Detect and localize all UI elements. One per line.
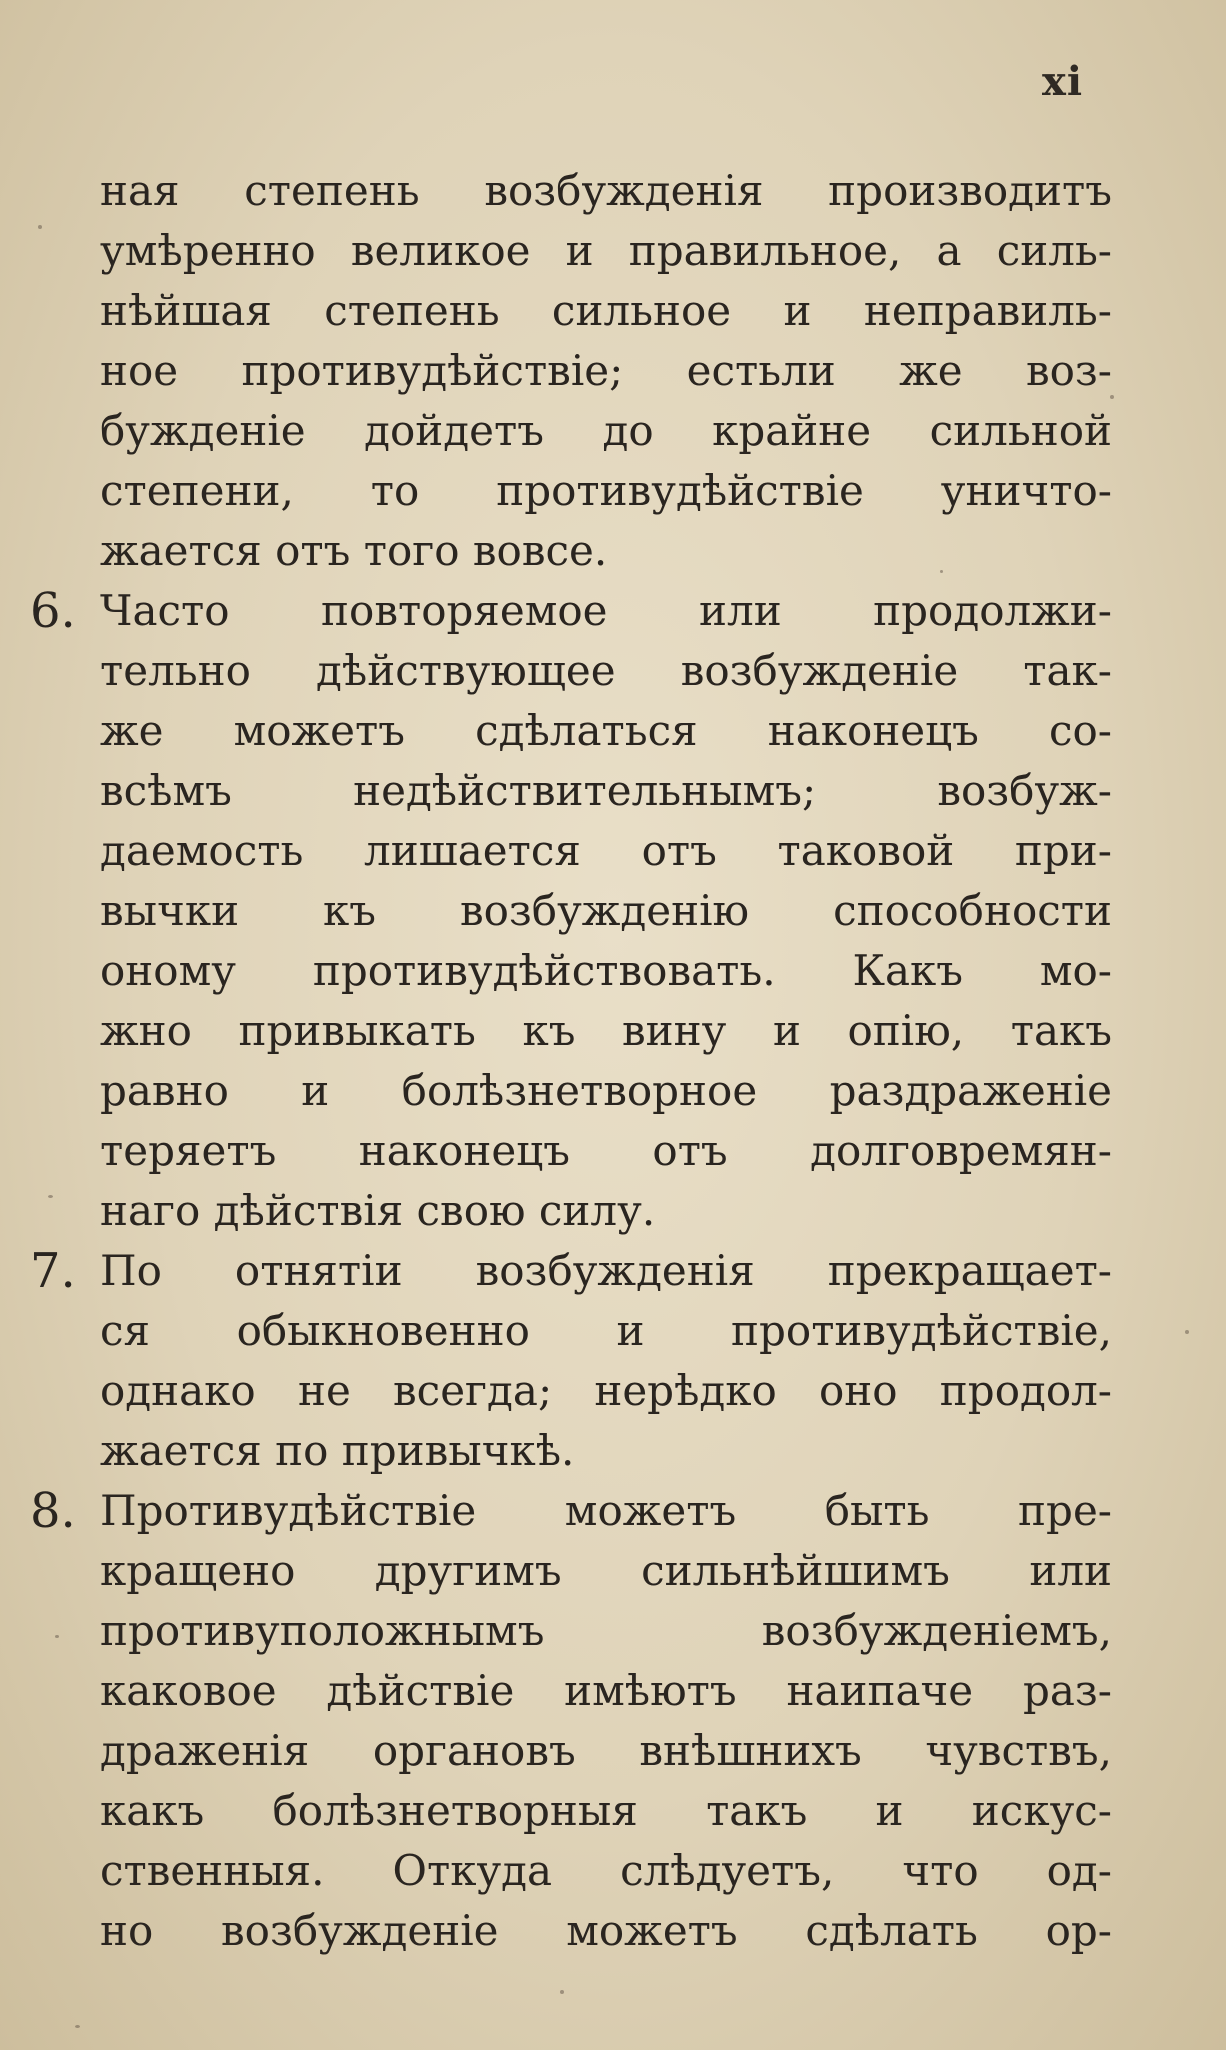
text-line: жается отъ того вовсе. xyxy=(100,526,608,575)
text-line: Часто повторяемое или продолжи- xyxy=(100,586,1112,635)
text-line: драженія органовъ внѣшнихъ чувствъ, xyxy=(100,1726,1112,1775)
text-line: но возбужденіе можетъ сдѣлать ор- xyxy=(100,1906,1112,1955)
page-number: xi xyxy=(1042,58,1084,105)
text-line: ственныя. Откуда слѣдуетъ, что од- xyxy=(100,1846,1112,1895)
text-line: равно и болѣзнетворное раздраженіе xyxy=(100,1066,1112,1115)
paper-speck xyxy=(940,570,943,573)
text-line: бужденіе дойдетъ до крайне сильной xyxy=(100,406,1112,455)
text-line: какъ болѣзнетворныя такъ и искус- xyxy=(100,1786,1112,1835)
text-line: умѣренно великое и правильное, а силь- xyxy=(100,226,1112,275)
text-line: Противудѣйствіе можетъ быть пре- xyxy=(100,1486,1112,1535)
paper-speck xyxy=(560,1990,564,1994)
text-line: нѣйшая степень сильное и неправиль- xyxy=(100,286,1112,335)
text-line: даемость лишается отъ таковой при- xyxy=(100,826,1112,875)
text-line: теряетъ наконецъ отъ долговремян- xyxy=(100,1126,1112,1175)
text-line: всѣмъ недѣйствительнымъ; возбуж- xyxy=(100,766,1112,815)
text-line: По отнятіи возбужденія прекращает- xyxy=(100,1246,1112,1295)
item-number-8: 8. xyxy=(30,1483,76,1539)
text-line: ся обыкновенно и противудѣйствіе, xyxy=(100,1306,1112,1355)
paper-speck xyxy=(38,225,42,229)
text-line: каковое дѣйствіе имѣютъ наипаче раз- xyxy=(100,1666,1112,1715)
item-number-7: 7. xyxy=(30,1243,76,1299)
text-line: однако не всегда; нерѣдко оно продол- xyxy=(100,1366,1112,1415)
paper-speck xyxy=(1185,1330,1189,1334)
text-line: противуположнымъ возбужденіемъ, xyxy=(100,1606,1112,1655)
text-line: наго дѣйствія свою силу. xyxy=(100,1186,656,1235)
item-number-6: 6. xyxy=(30,583,76,639)
text-line: жается по привычкѣ. xyxy=(100,1426,575,1475)
text-line: оному противудѣйствовать. Какъ мо- xyxy=(100,946,1112,995)
paper-speck xyxy=(75,2025,80,2028)
text-line: кращено другимъ сильнѣйшимъ или xyxy=(100,1546,1112,1595)
text-line: жно привыкать къ вину и опію, такъ xyxy=(100,1006,1112,1055)
text-line: ная степень возбужденія производитъ xyxy=(100,166,1112,215)
paper-speck xyxy=(55,1635,59,1638)
paper-speck xyxy=(48,1195,53,1198)
text-line: же можетъ сдѣлаться наконецъ со- xyxy=(100,706,1112,755)
text-line: степени, то противудѣйствіе уничто- xyxy=(100,466,1112,515)
text-line: вычки къ возбужденію способности xyxy=(100,886,1112,935)
text-line: тельно дѣйствующее возбужденіе так- xyxy=(100,646,1112,695)
paper-speck xyxy=(1110,395,1114,399)
text-line: ное противудѣйствіе; естьли же воз- xyxy=(100,346,1112,395)
